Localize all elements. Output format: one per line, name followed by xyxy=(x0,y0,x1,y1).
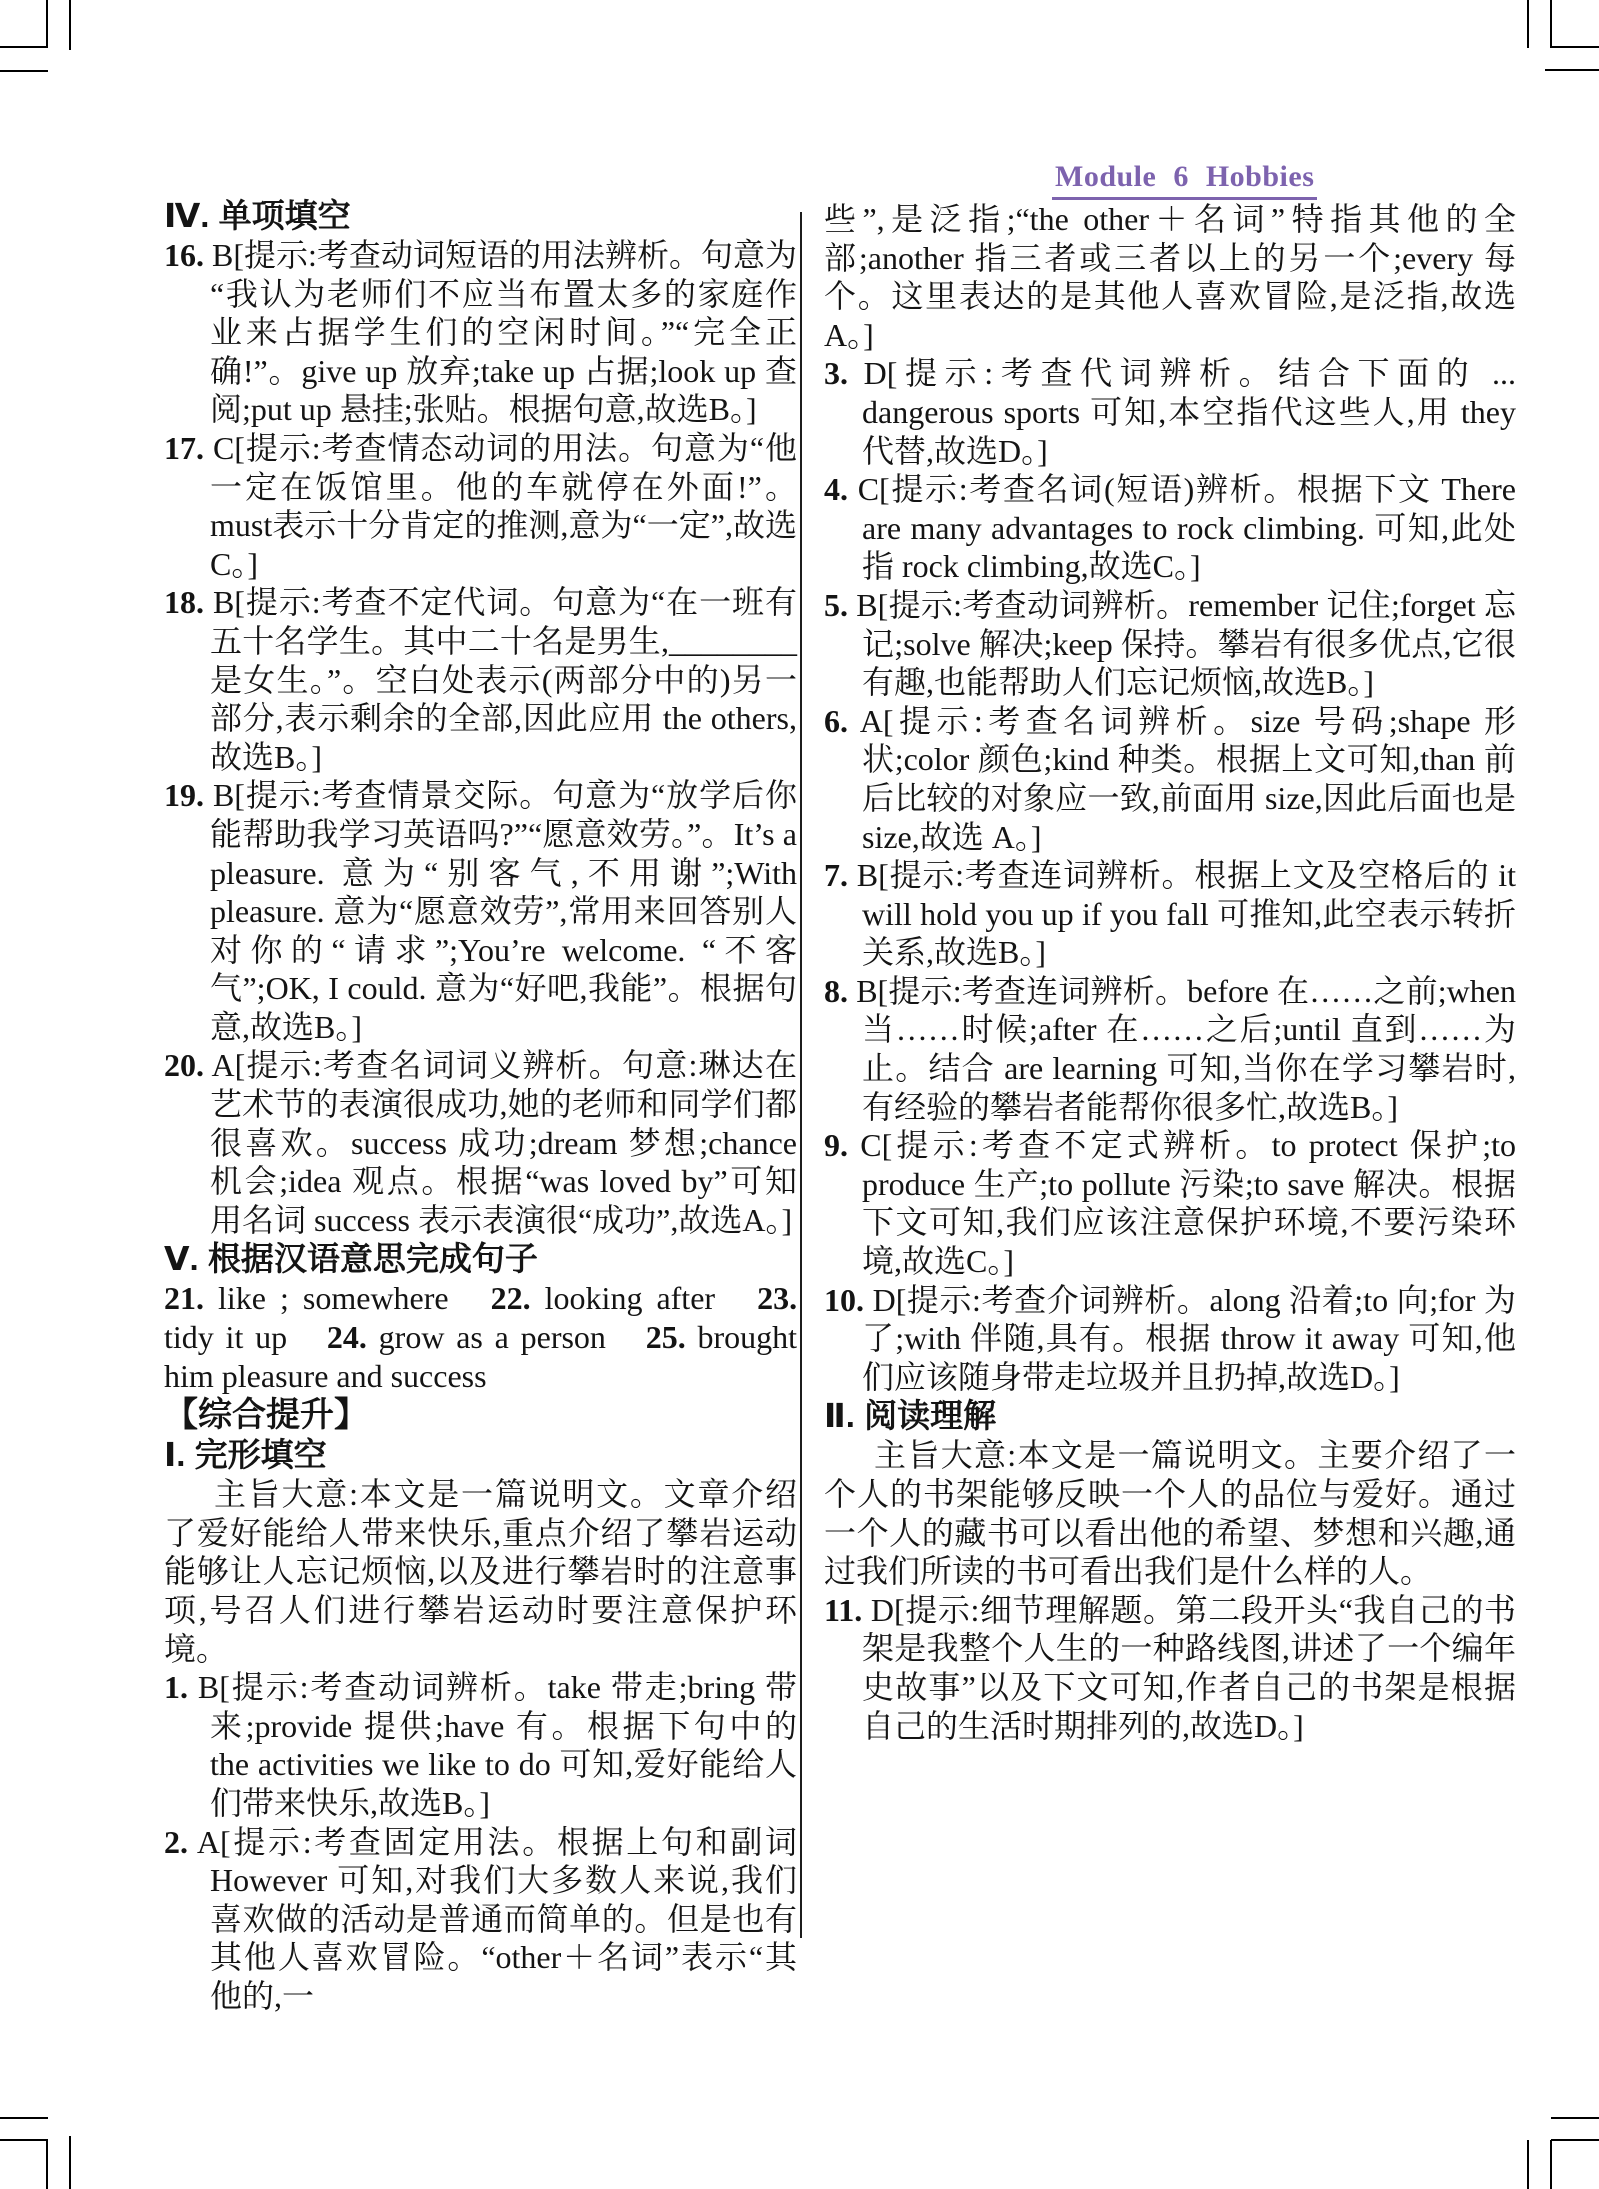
item-number: 8. xyxy=(824,972,848,1009)
item-text: looking after xyxy=(544,1280,716,1317)
item-text: C[提示:考查不定式辨析。to protect 保护;to produce 生产;to pollute 污染;to save 解决。根据下文可知,我们应该注意保护环境,不要污染环境,故选C。] xyxy=(860,1127,1516,1280)
answer-item-9 xyxy=(824,1126,1516,1280)
item-number: 4. xyxy=(824,471,848,508)
crop-mark xyxy=(0,46,48,48)
item-number: 22. xyxy=(490,1280,531,1317)
column-divider xyxy=(800,212,802,1938)
item-number: 16. xyxy=(164,237,204,273)
item-text: D[提示:考查介词辨析。along 沿着;to 向;for 为了;with 伴随,具有。根据 throw it away 可知,他们应该随身带走垃圾并且扔掉,故选D。] xyxy=(862,1281,1516,1395)
item-text: B[提示:考查连词辨析。before 在……之前;when 当……时候;after 在……之后;until 直到……为止。结合 are learning 可知,当你在学习攀岩时,有经验的攀岩者能帮你很多忙,故选B。] xyxy=(856,972,1516,1125)
crop-mark xyxy=(0,2139,48,2141)
item-text: C[提示:考查情态动词的用法。句意为“他一定在饭馆里。他的车就停在外面!”。must表示十分肯定的推测,意为“一定”,故选C。] xyxy=(210,429,797,582)
answer-item-4 xyxy=(824,470,1516,586)
answer-item-1 xyxy=(164,1668,797,1822)
answer-item-18 xyxy=(164,583,797,776)
crop-mark xyxy=(1551,46,1599,48)
answer-item-6 xyxy=(824,702,1516,856)
answer-item-20 xyxy=(164,1046,797,1239)
crop-mark xyxy=(1545,69,1599,71)
item-number: 9. xyxy=(824,1127,848,1164)
item-number: 20. xyxy=(164,1047,204,1084)
item-number: 6. xyxy=(824,702,848,739)
answer-21 xyxy=(164,1280,449,1316)
item-number: 17. xyxy=(164,429,204,466)
item-number: 19. xyxy=(164,777,204,814)
item-text: C[提示:考查名词(短语)辨析。根据下文 There are many advantages to rock climbing. 可知,此处指 rock climbing,故选C。] xyxy=(857,471,1516,585)
crop-mark xyxy=(69,0,71,50)
item-text: A[提示:考查名词辨析。size 号码;shape 形状;color 颜色;kind 种类。根据上文可知,than 前后比较的对象应一致,前面用 size,因此后面也是 size,故选 A。] xyxy=(859,702,1516,855)
answer-24 xyxy=(327,1319,606,1355)
page-header xyxy=(1052,160,1317,200)
section-heading-comprehensive: 【综合提升】 xyxy=(164,1396,368,1435)
answer-item-5 xyxy=(824,586,1516,702)
section-heading-multiple-choice: Ⅳ. 单项填空 xyxy=(164,197,351,234)
crop-mark xyxy=(1527,2140,1529,2189)
item-number: 1. xyxy=(164,1669,188,1706)
answer-item-2-continued: 些”,是泛指;“the other＋名词”特指其他的全部;another 指三者或三者以上的另一个;every 每个。这里表达的是其他人喜欢冒险,是泛指,故选A。] xyxy=(824,201,1516,353)
item-text: A[提示:考查固定用法。根据上句和副词 However 可知,对我们大多数人来说,我们喜欢做的活动是普通而简单的。但是也有其他人喜欢冒险。“other＋名词”表示“其他的,一 xyxy=(196,1823,797,2014)
item-number: 10. xyxy=(824,1281,864,1318)
crop-mark xyxy=(1551,2117,1599,2119)
sentence-answers xyxy=(164,1279,797,1395)
answer-item-8 xyxy=(824,972,1516,1126)
item-number: 11. xyxy=(824,1591,863,1628)
item-text: B[提示:考查动词短语的用法辨析。句意为“我认为老师们不应当布置太多的家庭作业来占据学生们的空闲时间。”“完全正确!”。give up 放弃;take up 占据;look up 查阅;put up 悬挂;张贴。根据句意,故选B。] xyxy=(210,237,797,428)
right-column xyxy=(824,200,1516,1745)
item-text: like ; somewhere xyxy=(218,1280,449,1317)
answer-item-19 xyxy=(164,776,797,1046)
answer-item-3 xyxy=(824,354,1516,470)
item-text: B[提示:考查情景交际。句意为“放学后你能帮助我学习英语吗?”“愿意效劳。”。It’s a pleasure. 意为“别客气,不用谢”;With pleasure. 意为“愿意效劳”,常用来回答别人对你的“请求”;You’re welcome. “不客气”;OK, I could. 意为“好吧,我能”。根据句意,故选B。] xyxy=(210,777,797,1045)
answer-item-11 xyxy=(824,1591,1516,1745)
item-number: 3. xyxy=(824,355,848,392)
item-text: brought him pleasure and success xyxy=(164,1319,798,1394)
section-heading-complete-sentences: Ⅴ. 根据汉语意思完成句子 xyxy=(164,1240,538,1278)
cloze-summary: 主旨大意:本文是一篇说明文。文章介绍了爱好能给人带来快乐,重点介绍了攀岩运动能够让人忘记烦恼,以及进行攀岩时的注意事项,号召人们进行攀岩运动时要注意保护环境。 xyxy=(164,1476,797,1667)
item-text: B[提示:考查动词辨析。take 带走;bring 带来;provide 提供;have 有。根据下句中的 the activities we like to do 可知,爱好能给人们带来快乐,故选B。] xyxy=(197,1669,797,1821)
crop-mark xyxy=(0,70,48,72)
item-number: 25. xyxy=(645,1319,686,1356)
crop-mark xyxy=(1527,0,1529,48)
item-text: grow as a person xyxy=(378,1319,606,1356)
answer-item-7 xyxy=(824,856,1516,972)
item-text: D[提示:考查代词辨析。结合下面的 ... dangerous sports 可知,本空指代这些人,用 they 代替,故选D。] xyxy=(862,355,1516,469)
item-number: 18. xyxy=(164,584,204,621)
item-text: A[提示:考查名词词义辨析。句意:琳达在艺术节的表演很成功,她的老师和同学们都很喜欢。success 成功;dream 梦想;chance 机会;idea 观点。根据“was loved by”可知用名词 success 表示表演很“成功”,故选A。] xyxy=(210,1047,797,1238)
item-text: B[提示:考查动词辨析。remember 记住;forget 忘记;solve 解决;keep 保持。攀岩有很多优点,它很有趣,也能帮助人们忘记烦恼,故选B。] xyxy=(856,586,1516,701)
item-number: 21. xyxy=(164,1280,204,1317)
answer-item-17 xyxy=(164,429,797,583)
item-text: B[提示:考查连词辨析。根据上文及空格后的 it will hold you up if you fall 可推知,此空表示转折关系,故选B。] xyxy=(856,857,1516,971)
crop-mark xyxy=(69,2136,71,2189)
section-heading-reading: Ⅱ. 阅读理解 xyxy=(824,1397,997,1435)
crop-mark xyxy=(46,2140,48,2189)
answer-item-16 xyxy=(164,236,797,429)
answer-item-10 xyxy=(824,1281,1516,1397)
item-number: 2. xyxy=(164,1823,188,1860)
item-number: 5. xyxy=(824,586,848,623)
module-title: Module 6 Hobbies xyxy=(1052,160,1317,200)
item-text: D[提示:细节理解题。第二段开头“我自己的书架是我整个人生的一种路线图,讲述了一个编年史故事”以及下文可知,作者自己的书架是根据自己的生活时期排列的,故选D。] xyxy=(862,1591,1516,1744)
crop-mark xyxy=(1550,0,1552,48)
left-column xyxy=(164,196,797,2016)
item-number: 7. xyxy=(824,857,848,894)
crop-mark xyxy=(46,0,48,48)
item-text: B[提示:考查不定代词。句意为“在一班有五十名学生。其中二十名是男生,________是女生。”。空白处表示(两部分中的)另一部分,表示剩余的全部,因此应用 the others,故选B。] xyxy=(210,584,797,775)
crop-mark xyxy=(0,2117,48,2119)
crop-mark xyxy=(1550,2140,1552,2189)
reading-summary: 主旨大意:本文是一篇说明文。主要介绍了一个人的书架能够反映一个人的品位与爱好。通过一个人的藏书可以看出他的希望、梦想和兴趣,通过我们所读的书可看出我们是什么样的人。 xyxy=(824,1437,1516,1590)
answer-22 xyxy=(491,1280,715,1316)
answer-item-2 xyxy=(164,1823,797,2016)
section-heading-cloze: Ⅰ. 完形填空 xyxy=(164,1436,327,1474)
item-number: 24. xyxy=(326,1319,367,1356)
item-text: tidy it up xyxy=(164,1319,288,1356)
item-number: 23. xyxy=(757,1280,798,1317)
crop-mark xyxy=(1551,2139,1599,2141)
